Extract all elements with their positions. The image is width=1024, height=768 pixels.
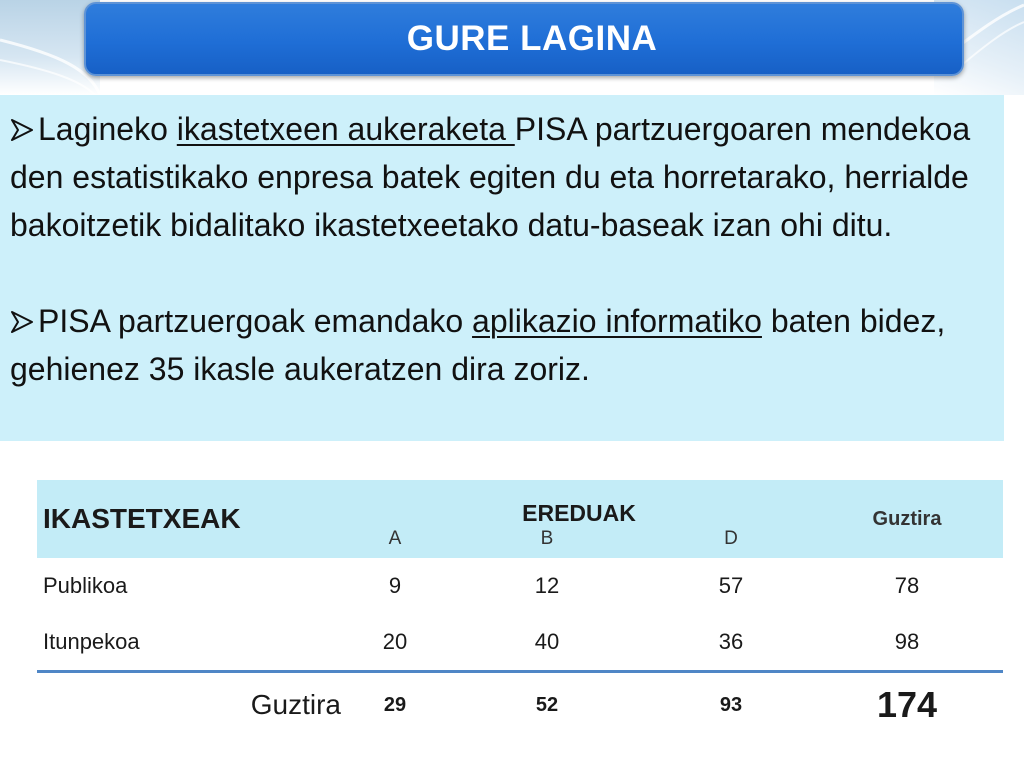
table-row [37,614,1003,672]
total-label: Guztira [37,672,347,738]
bullet-1-underlined-text: ikastetxeen aukeraketa [176,111,515,147]
bullet-paragraph-2 [10,297,994,393]
header-schools: IKASTETXEAK [37,480,347,558]
bullet-2-underlined-text: aplikazio informatiko [472,303,762,339]
content-box [0,95,1004,441]
slide-title: GURE LAGINA [406,19,658,58]
bullet-1-text-end: PISA partzuergoaren mendekoa den estatistikako enpresa batek egiten du eta horretarako, herrialde bakoitzetik bidalitako ikastetxeetako datu-baseak izan ohi ditu. [10,111,971,243]
total-a: 29 [347,672,443,738]
bullet-2-text-end: baten bidez, gehienez 35 ikasle aukeratzen dira zoriz. [10,303,946,387]
arrow-bullet-icon [10,105,38,153]
bullet-1-text-start: Lagineko [38,111,177,147]
header-model-b: B [443,527,651,558]
total-d: 93 [651,672,811,738]
cell-a: 9 [388,573,402,598]
bullet-2-text-start: PISA partzuergoak emandako [38,303,473,339]
cell-total: 78 [894,573,920,598]
table-total-row [37,672,1003,738]
row-name: Itunpekoa [43,629,140,654]
sample-table [37,480,1003,737]
table-header-row [37,480,1003,527]
row-name: Publikoa [43,573,128,598]
cell-b: 40 [534,629,560,654]
cell-a: 20 [382,629,408,654]
title-banner [84,2,964,76]
bullet-paragraph-1 [10,105,994,249]
cell-d: 57 [718,573,744,598]
header-models: EREDUAK [347,480,811,527]
total-b: 52 [443,672,651,738]
cell-total: 98 [894,629,920,654]
table-row [37,558,1003,614]
arrow-bullet-icon [10,297,38,345]
cell-d: 36 [718,629,744,654]
header-total: Guztira [811,480,1003,558]
header-model-d: D [651,527,811,558]
cell-b: 12 [534,573,560,598]
grand-total: 174 [811,672,1003,738]
header-model-a: A [347,527,443,558]
